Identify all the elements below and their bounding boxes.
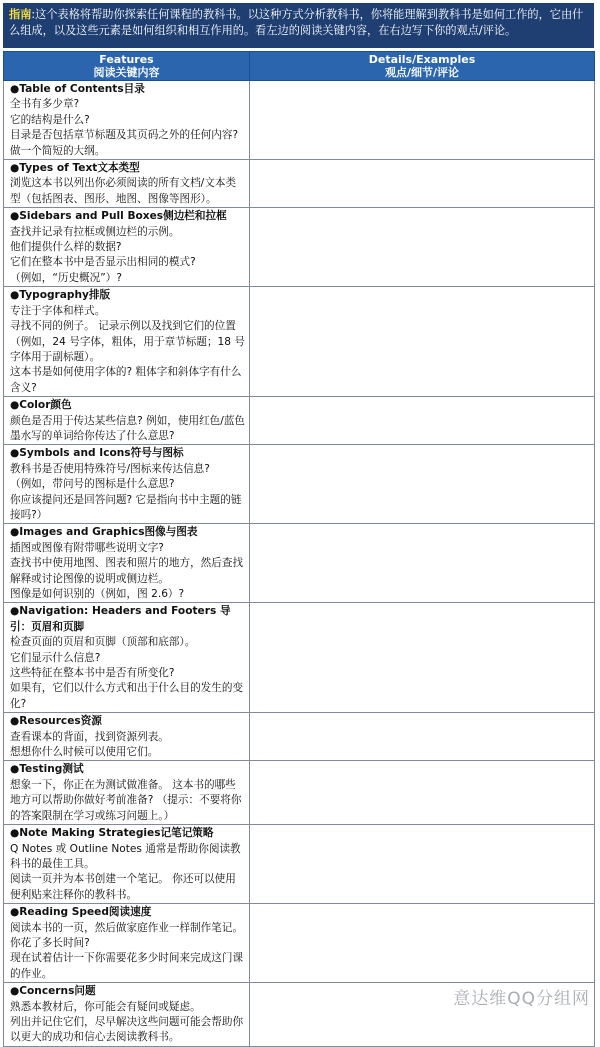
feature-question: 它的结构是什么? bbox=[10, 113, 90, 126]
feature-cell bbox=[4, 287, 250, 397]
feature-title: ●Images and Graphics图像与图表 bbox=[10, 526, 198, 539]
watermark-text: 意达维QQ分组网 bbox=[453, 989, 590, 1009]
feature-question: 阅读本书的一页，然后做家庭作业一样制作笔记。 bbox=[10, 921, 244, 934]
feature-cell bbox=[4, 397, 250, 445]
feature-cell bbox=[4, 761, 250, 825]
feature-question: 查找书中使用地图、图表和照片的地方，然后查找解释或讨论图像的说明或侧边栏。 bbox=[10, 557, 244, 585]
feature-title: ●Note Making Strategies记笔记策略 bbox=[10, 827, 214, 840]
features-header-cn: 阅读关键内容 bbox=[93, 66, 160, 79]
feature-cell bbox=[4, 904, 250, 983]
feature-cell bbox=[4, 983, 250, 1047]
details-cell[interactable] bbox=[250, 445, 595, 524]
feature-question: 你应该提问还是回答问题? 它是指向书中主题的链接吗?） bbox=[10, 493, 242, 521]
feature-title: ●Sidebars and Pull Boxes侧边栏和拉框 bbox=[10, 210, 227, 223]
feature-title: ●Table of Contents目录 bbox=[10, 83, 145, 95]
feature-title: ●Typography排版 bbox=[10, 289, 111, 302]
textbook-analysis-table bbox=[3, 51, 595, 1047]
details-header-en: Details/Examples bbox=[368, 53, 476, 66]
details-cell[interactable] bbox=[250, 713, 595, 761]
feature-question: 他们提供什么样的数据? bbox=[10, 241, 122, 254]
feature-title: ●Testing测试 bbox=[10, 763, 84, 776]
feature-question: Q Notes 或 Outline Notes 通常是帮助你阅读教科书的最佳工具。 bbox=[10, 842, 241, 870]
feature-cell bbox=[4, 445, 250, 524]
details-header-cn: 观点/细节/评论 bbox=[384, 66, 460, 79]
feature-question: 它们在整本书中是否显示出相同的模式? bbox=[10, 256, 196, 269]
details-cell[interactable] bbox=[250, 825, 595, 904]
features-header-en: Features bbox=[99, 53, 154, 66]
feature-question: 颜色是否用于传达某些信息? 例如，使用红色/蓝色墨水写的单词给你传达了什么意思? bbox=[10, 414, 246, 442]
feature-row bbox=[4, 445, 595, 524]
feature-question: 它们显示什么信息? bbox=[10, 651, 101, 664]
details-cell[interactable] bbox=[250, 287, 595, 397]
details-cell[interactable] bbox=[250, 524, 595, 603]
feature-question: 这些特征在整本书中是否有所变化? bbox=[10, 667, 175, 680]
feature-row bbox=[4, 397, 595, 445]
guide-text: :这个表格将帮助你探索任何课程的教科书。以这种方式分析教科书，你将能理解到教科书是如何工作的，它由什么组成，以及这些元素是如何组织和相互作用的。看左边的阅读关键内容，在右边写下你的观点/评论。 bbox=[9, 8, 584, 37]
feature-question: 检查页面的页眉和页脚（顶部和底部）。 bbox=[10, 636, 196, 649]
feature-question: 阅读一页并为本书创建一个笔记。 你还可以使用便利贴来注释你的教科书。 bbox=[10, 873, 236, 901]
details-cell[interactable] bbox=[250, 761, 595, 825]
feature-cell bbox=[4, 208, 250, 287]
feature-question: 现在试着估计一下你需要花多少时间来完成这门课的作业。 bbox=[10, 952, 244, 980]
feature-row bbox=[4, 287, 595, 397]
feature-question: 如果有，它们以什么方式和出于什么目的发生的变化? bbox=[10, 682, 244, 710]
feature-cell bbox=[4, 524, 250, 603]
feature-question: 目录是否包括章节标题及其页码之外的任何内容? bbox=[10, 129, 239, 142]
feature-title: ●Navigation: Headers and Footers 导引：页眉和页脚 bbox=[10, 605, 231, 633]
feature-row bbox=[4, 208, 595, 287]
feature-question: 专注于字体和样式。 bbox=[10, 304, 106, 317]
feature-title: ●Concerns问题 bbox=[10, 985, 96, 998]
feature-question: 熟悉本教材后，你可能会有疑问或疑虑。 bbox=[10, 1000, 201, 1013]
feature-cell bbox=[4, 81, 250, 160]
feature-question: 插图或图像有附带哪些说明文字? bbox=[10, 541, 164, 554]
feature-question: 这本书是如何使用字体的? 粗体字和斜体字有什么含义? bbox=[10, 366, 242, 394]
feature-question: 全书有多少章? bbox=[10, 98, 80, 111]
feature-question: 浏览这本书以列出你必须阅读的所有文档/文本类型（包括图表、图形、地图、图像等图形）。 bbox=[10, 177, 237, 205]
guide-keyword: 指南 bbox=[9, 8, 32, 21]
feature-title: ●Color颜色 bbox=[10, 399, 72, 412]
feature-question: 你花了多长时间? bbox=[10, 936, 90, 949]
details-cell[interactable] bbox=[250, 160, 595, 208]
feature-row bbox=[4, 603, 595, 713]
feature-cell bbox=[4, 713, 250, 761]
feature-cell bbox=[4, 825, 250, 904]
feature-row bbox=[4, 160, 595, 208]
feature-row bbox=[4, 713, 595, 761]
feature-question: 想想你什么时候可以使用它们。 bbox=[10, 746, 159, 759]
feature-question: 寻找不同的例子。 记录示例以及找到它们的位置（例如，24 号字体，粗体，用于章节标题；18 号字体用于副标题）。 bbox=[10, 320, 245, 363]
details-cell[interactable] bbox=[250, 904, 595, 983]
details-cell[interactable] bbox=[250, 603, 595, 713]
feature-question: 查看课本的背面，找到资源列表。 bbox=[10, 730, 169, 743]
details-cell[interactable] bbox=[250, 81, 595, 160]
feature-question: （例如，带问号的图标是什么意思? bbox=[10, 478, 175, 491]
header-row bbox=[4, 52, 595, 81]
feature-question: 列出并记住它们，尽早解决这些问题可能会帮助你以更大的成功和信心去阅读教科书。 bbox=[10, 1015, 244, 1044]
feature-title: ●Resources资源 bbox=[10, 715, 102, 728]
feature-row bbox=[4, 761, 595, 825]
feature-question: 图像是如何识别的（例如，图 2.6）? bbox=[10, 588, 185, 600]
feature-title: ●Reading Speed阅读速度 bbox=[10, 906, 152, 919]
feature-row bbox=[4, 81, 595, 160]
feature-row bbox=[4, 524, 595, 603]
feature-question: 查找并记录有拉框或侧边栏的示例。 bbox=[10, 225, 180, 238]
feature-row bbox=[4, 825, 595, 904]
feature-row bbox=[4, 904, 595, 983]
features-header bbox=[4, 52, 250, 81]
feature-question: 做一个简短的大纲。 bbox=[10, 144, 106, 157]
details-cell[interactable] bbox=[250, 397, 595, 445]
feature-title: ●Symbols and Icons符号与图标 bbox=[10, 447, 184, 460]
feature-question: 教科书是否使用特殊符号/图标来传达信息? bbox=[10, 462, 210, 475]
details-header bbox=[250, 52, 595, 81]
feature-question: （例如，“历史概况”）? bbox=[10, 271, 122, 284]
feature-title: ●Types of Text文本类型 bbox=[10, 162, 140, 175]
guide-banner bbox=[3, 3, 594, 48]
details-cell[interactable] bbox=[250, 208, 595, 287]
feature-cell bbox=[4, 603, 250, 713]
feature-question: 想象一下，你正在为测试做准备。 这本书的哪些地方可以帮助你做好考前准备? （提示：不要将你的答案限制在学习或练习问题上。） bbox=[10, 778, 242, 822]
feature-cell bbox=[4, 160, 250, 208]
